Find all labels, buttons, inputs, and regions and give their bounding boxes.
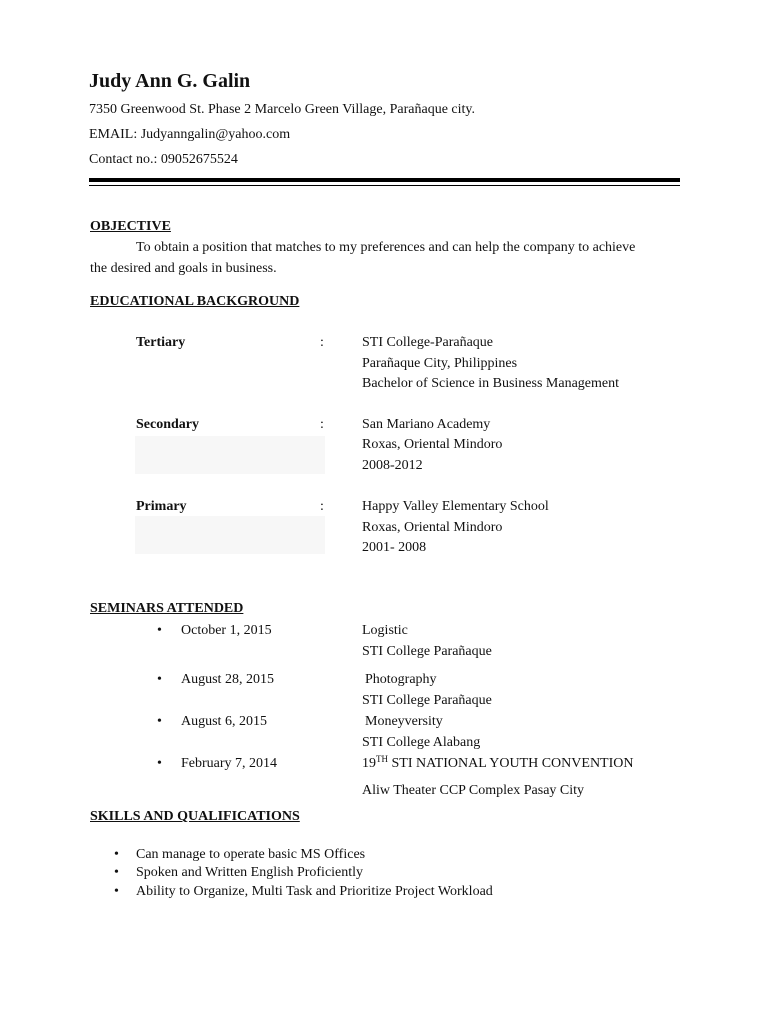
seminar-date: August 6, 2015 xyxy=(181,714,267,729)
seminar-date: February 7, 2014 xyxy=(181,756,278,771)
education-heading: EDUCATIONAL BACKGROUND xyxy=(90,294,300,309)
objective-line-2: the desired and goals in business. xyxy=(90,261,277,276)
skill-item: Can manage to operate basic MS Offices xyxy=(136,847,366,862)
primary-school: Happy Valley Elementary School xyxy=(362,499,549,514)
bullet: • xyxy=(114,865,119,880)
primary-years: 2001- 2008 xyxy=(362,540,427,555)
address: 7350 Greenwood St. Phase 2 Marcelo Green Village, Parañaque city. xyxy=(89,102,475,117)
education-level-secondary: Secondary xyxy=(136,417,199,432)
education-level-tertiary: Tertiary xyxy=(136,335,186,350)
email: EMAIL: Judyanngalin@yahoo.com xyxy=(89,127,291,142)
objective-heading: OBJECTIVE xyxy=(90,219,171,234)
seminar-venue: STI College Parañaque xyxy=(362,644,492,659)
secondary-years: 2008-2012 xyxy=(362,458,423,473)
separator: : xyxy=(320,335,324,350)
applicant-name: Judy Ann G. Galin xyxy=(89,70,251,92)
seminar-venue: Aliw Theater CCP Complex Pasay City xyxy=(362,783,585,798)
ordinal-suffix: TH xyxy=(376,754,388,764)
separator: : xyxy=(320,499,324,514)
seminar-venue: STI College Alabang xyxy=(362,735,481,750)
tertiary-location: Parañaque City, Philippines xyxy=(362,356,518,371)
table-shading xyxy=(135,436,325,474)
bullet: • xyxy=(114,847,119,862)
bullet: • xyxy=(157,714,162,729)
seminar-date: August 28, 2015 xyxy=(181,672,274,687)
bullet: • xyxy=(157,623,162,638)
skills-heading: SKILLS AND QUALIFICATIONS xyxy=(90,809,300,824)
skill-item: Spoken and Written English Proficiently xyxy=(136,865,364,880)
seminar-title-number: 19 xyxy=(362,756,376,771)
seminar-title: Moneyversity xyxy=(365,714,443,729)
secondary-school: San Mariano Academy xyxy=(362,417,491,432)
bullet: • xyxy=(114,884,119,899)
objective-line-1: To obtain a position that matches to my preferences and can help the company to achieve xyxy=(136,240,636,255)
tertiary-school: STI College-Parañaque xyxy=(362,335,494,350)
education-level-primary: Primary xyxy=(136,499,187,514)
bullet: • xyxy=(157,756,162,771)
seminar-venue: STI College Parañaque xyxy=(362,693,492,708)
secondary-location: Roxas, Oriental Mindoro xyxy=(362,437,503,452)
bullet: • xyxy=(157,672,162,687)
seminar-title: Logistic xyxy=(362,623,408,638)
seminar-date: October 1, 2015 xyxy=(181,623,272,638)
seminars-heading: SEMINARS ATTENDED xyxy=(90,601,244,616)
table-shading xyxy=(135,516,325,554)
header-divider-thick xyxy=(89,178,680,182)
separator: : xyxy=(320,417,324,432)
seminar-title: Photography xyxy=(365,672,437,687)
seminar-title xyxy=(362,756,634,772)
skill-item: Ability to Organize, Multi Task and Prioritize Project Workload xyxy=(136,884,493,899)
header-divider-thin xyxy=(89,185,680,186)
tertiary-degree: Bachelor of Science in Business Management xyxy=(362,376,619,391)
primary-location: Roxas, Oriental Mindoro xyxy=(362,520,503,535)
seminar-title-rest: STI NATIONAL YOUTH CONVENTION xyxy=(388,756,634,771)
contact-number: Contact no.: 09052675524 xyxy=(89,152,238,167)
